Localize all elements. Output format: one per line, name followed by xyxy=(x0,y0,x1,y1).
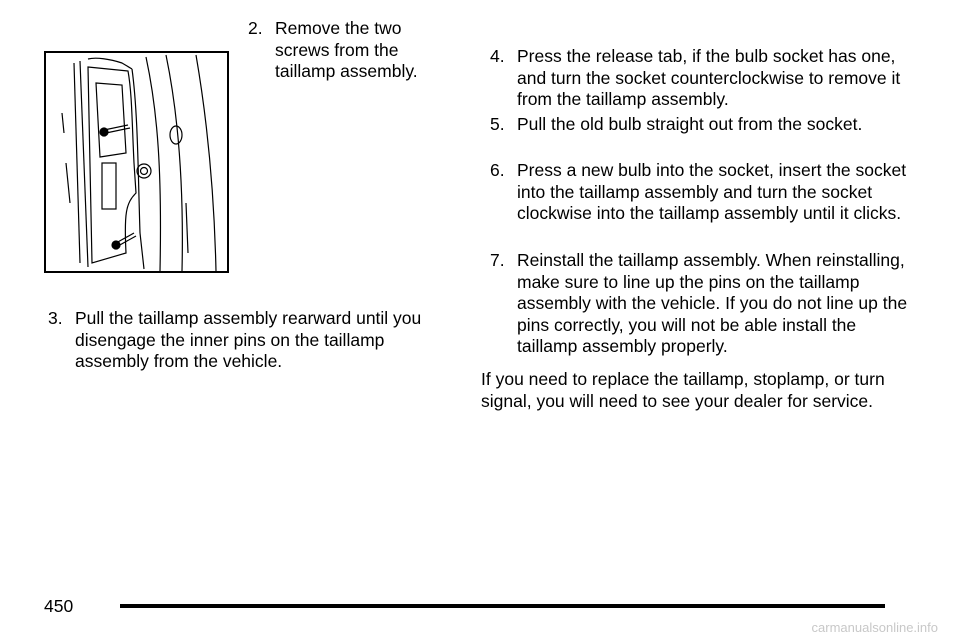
step-number: 6. xyxy=(490,160,505,180)
step-3 xyxy=(48,308,448,373)
step-text: Reinstall the taillamp assembly. When reinstalling, make sure to line up the pins on the taillamp assembly with the vehicle. If you do not line up the pins correctly, you will not be able install the taillamp assembly properly. xyxy=(517,250,908,356)
step-text: Remove the two screws from the taillamp assembly. xyxy=(275,18,418,81)
step-text: Pull the taillamp assembly rearward until you disengage the inner pins on the taillamp assembly from the vehicle. xyxy=(75,308,422,371)
step-number: 3. xyxy=(48,308,63,328)
step-2 xyxy=(248,18,448,83)
page-number: 450 xyxy=(44,596,74,616)
step-number: 4. xyxy=(490,46,505,66)
step-5 xyxy=(490,114,910,136)
step-text: Press a new bulb into the socket, insert the socket into the taillamp assembly and turn the socket clockwise into the taillamp assembly until it clicks. xyxy=(517,160,907,223)
footer-rule xyxy=(120,604,885,608)
watermark: carmanualsonline.info xyxy=(811,620,938,635)
step-number: 7. xyxy=(490,250,505,270)
step-text: Pull the old bulb straight out from the socket. xyxy=(517,114,863,134)
taillamp-screws-diagram-icon xyxy=(46,53,227,271)
step-number: 2. xyxy=(248,18,263,38)
taillamp-screws-illustration xyxy=(44,51,229,273)
step-number: 5. xyxy=(490,114,505,134)
step-text: Press the release tab, if the bulb socket has one, and turn the socket counterclockwise to remove it from the taillamp assembly. xyxy=(517,46,901,109)
step-4 xyxy=(490,46,910,111)
step-6 xyxy=(490,160,910,225)
service-note: If you need to replace the taillamp, stoplamp, or turn signal, you will need to see your dealer for service. xyxy=(481,369,885,411)
step-7 xyxy=(490,250,910,358)
